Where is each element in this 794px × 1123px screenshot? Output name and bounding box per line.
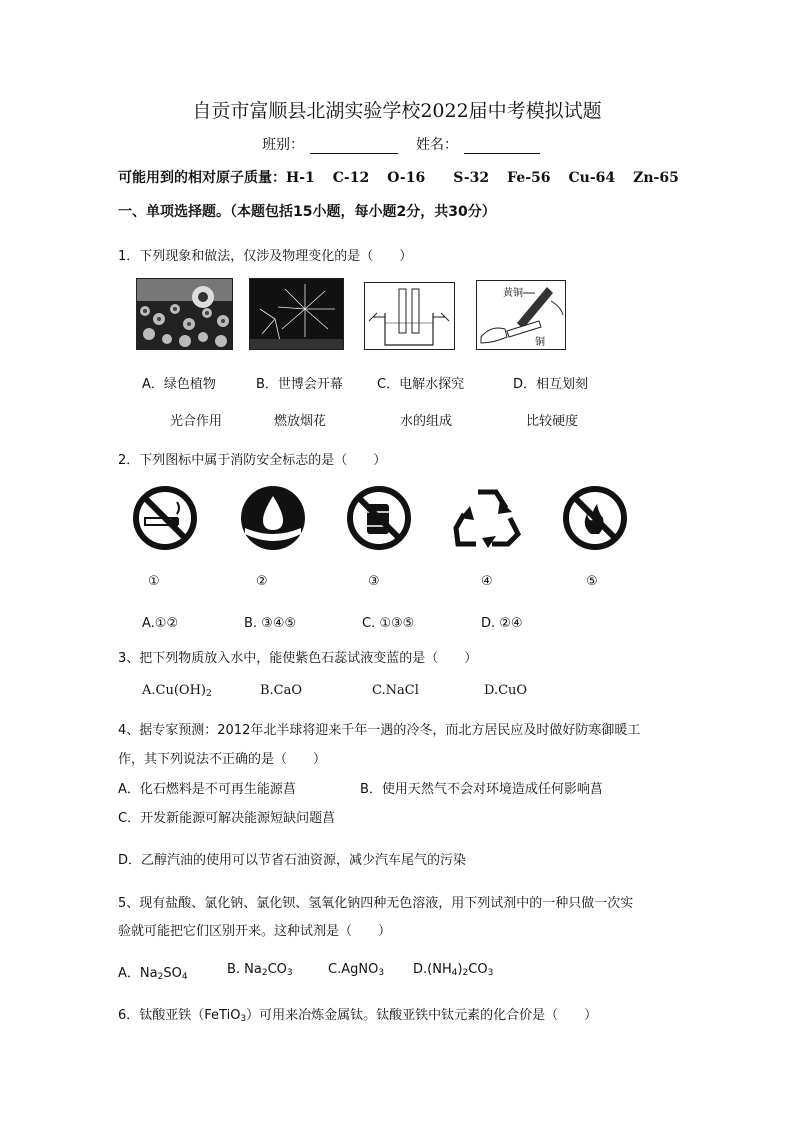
mass-item: C-12 xyxy=(332,170,370,186)
recycle-sign-icon xyxy=(452,484,522,550)
q2-option-c[interactable]: C. ①③⑤ xyxy=(362,616,415,631)
sign-number-5: ⑤ xyxy=(586,574,598,589)
q2-option-b[interactable]: B. ③④⑤ xyxy=(244,616,297,631)
sign-number-4: ④ xyxy=(481,574,493,589)
mass-item: Cu-64 xyxy=(568,170,616,186)
question-6-stem: 6．钛酸亚铁（FeTiO$_3$）可用来冶炼金属钛。钛酸亚铁中钛元素的化合价是（ ） xyxy=(118,1008,598,1024)
question-3-stem: 3、把下列物质放入水中，能使紫色石蕊试液变蓝的是（ ） xyxy=(118,651,478,666)
q5-option-a[interactable]: A．$Na_2SO_4$ xyxy=(118,966,188,982)
mass-item: Fe-56 xyxy=(507,170,551,186)
q1-option-d[interactable]: D．相互划刻 xyxy=(513,377,589,392)
q2-option-d[interactable]: D. ②④ xyxy=(481,616,523,631)
q3-option-a[interactable]: $A.Cu(OH)_2$ xyxy=(142,683,212,699)
sign-number-3: ③ xyxy=(368,574,380,589)
metal-scratch-image xyxy=(476,280,566,350)
q1-option-d-line2: 比较硬度 xyxy=(526,414,579,429)
q3-option-c[interactable]: C.NaCl xyxy=(372,683,419,698)
class-label: 班别： xyxy=(262,137,304,153)
atomic-masses xyxy=(118,167,697,187)
q4-option-c[interactable]: C．开发新能源可解决能源短缺问题菖 xyxy=(118,811,336,826)
question-4-stem-line2: 作，其下列说法不正确的是（ ） xyxy=(118,752,327,767)
sunflower-photo xyxy=(136,278,233,350)
question-1-stem: 1．下列现象和做法，仅涉及物理变化的是（ ） xyxy=(118,249,413,264)
fireworks-photo xyxy=(249,278,344,350)
sign-number-1: ① xyxy=(148,574,160,589)
name-blank[interactable] xyxy=(464,139,540,154)
q5-option-c[interactable]: C.AgNO$_3$ xyxy=(328,962,385,978)
mass-item: 可能用到的相对原子质量：H-1 xyxy=(118,170,315,186)
q4-option-d[interactable]: D．乙醇汽油的使用可以节省石油资源，减少汽车尾气的污染 xyxy=(118,853,467,868)
name-label: 姓名： xyxy=(416,137,458,153)
q2-option-a[interactable]: A.①② xyxy=(142,616,179,631)
q4-option-b[interactable]: B．使用天然气不会对环境造成任何影响菖 xyxy=(360,782,603,797)
q1-option-c-line2: 水的组成 xyxy=(400,414,453,429)
class-blank[interactable] xyxy=(310,139,398,154)
sign-number-2: ② xyxy=(256,574,268,589)
q1-option-b-line2: 燃放烟花 xyxy=(274,414,327,429)
question-4-stem-line1: 4、据专家预测：2012年北半球将迎来千年一遇的冷冬，而北方居民应及时做好防寒御暖工 xyxy=(118,723,641,738)
q1-option-b[interactable]: B．世博会开幕 xyxy=(256,377,343,392)
q3-option-b[interactable]: B.CaO xyxy=(260,683,303,698)
electrolysis-apparatus-image xyxy=(364,282,455,350)
no-smoking-sign-icon xyxy=(131,484,199,552)
mass-item: S-32 xyxy=(453,170,490,186)
no-flammables-sign-icon xyxy=(345,484,413,552)
question-2-stem: 2．下列图标中属于消防安全标志的是（ ） xyxy=(118,453,387,468)
q3-option-d[interactable]: D.CuO xyxy=(484,683,528,698)
q5-option-b[interactable]: B. $Na_2CO_3$ xyxy=(227,962,293,978)
copper-label: 铜 xyxy=(535,337,545,348)
water-saving-sign-icon xyxy=(239,484,307,552)
page-title: 自贡市富顺县北湖实验学校2022届中考模拟试题 xyxy=(192,100,602,122)
mass-item: O-16 xyxy=(387,170,426,186)
question-5-stem-line1: 5、现有盐酸、氯化钠、氯化钡、氢氧化钠四种无色溶液，用下列试剂中的一种只做一次实 xyxy=(118,896,634,911)
brass-label: 黄铜 xyxy=(503,288,523,299)
q1-option-c[interactable]: C．电解水探究 xyxy=(377,377,465,392)
no-open-flame-sign-icon xyxy=(561,484,629,552)
student-info xyxy=(262,134,540,154)
q1-option-a-line2: 光合作用 xyxy=(170,414,223,429)
q5-option-d[interactable]: $D.(NH_4)_2CO_3$ xyxy=(413,962,494,978)
section-header: 一、单项选择题。（本题包括15小题，每小题2分，共30分） xyxy=(118,204,496,220)
q4-option-a[interactable]: A．化石燃料是不可再生能源菖 xyxy=(118,782,296,797)
question-5-stem-line2: 验就可能把它们区别开来。这种试剂是（ ） xyxy=(118,924,392,939)
q1-option-a[interactable]: A．绿色植物 xyxy=(142,377,216,392)
mass-item: Zn-65 xyxy=(633,170,679,186)
